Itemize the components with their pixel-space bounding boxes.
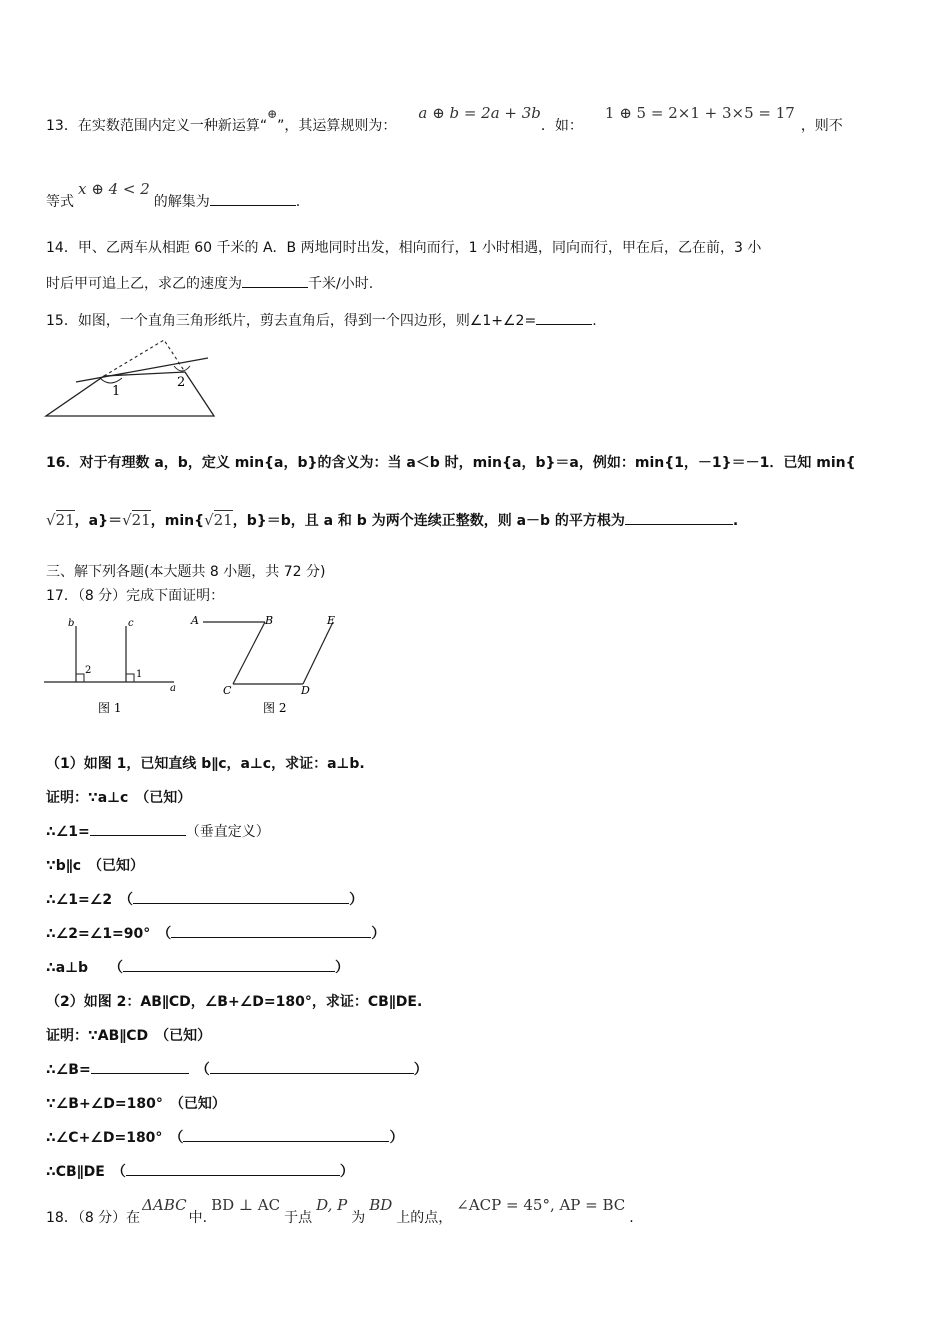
label-E: E xyxy=(327,614,336,627)
q13-line2: 等式x ⊕ 4 < 2的解集为 . xyxy=(46,180,301,210)
sqrt-21: √21 xyxy=(46,511,75,529)
sqrt-21: √21 xyxy=(122,511,151,529)
answer-blank[interactable] xyxy=(133,891,349,904)
q17-p1-step5: ∴∠2=∠1=90° （ ） xyxy=(46,926,386,942)
triangle-abc: ΔABC xyxy=(142,1196,187,1214)
section-title: 三、解下列各题(本大题共 8 小题，共 72 分) xyxy=(46,564,326,580)
segment-bd: BD xyxy=(369,1196,393,1214)
answer-blank[interactable] xyxy=(126,1163,340,1176)
q17-p2-step2: ∴∠B= （ ） xyxy=(46,1062,428,1078)
label-C: C xyxy=(223,684,232,697)
q14-line2: 时后甲可追上乙，求乙的速度为 千米/小时. xyxy=(46,276,374,292)
q16-line1: 16．对于有理数 a，b，定义 min{a，b}的含义为：当 a＜b 时，min{a，b}＝a，例如：min{1，－1}＝－1．已知 min{ xyxy=(46,455,856,471)
answer-blank[interactable] xyxy=(242,275,308,288)
oplus-symbol: ⊕ xyxy=(267,107,278,121)
q17-p2-step4: ∴∠C+∠D=180° （ ） xyxy=(46,1130,404,1146)
answer-blank[interactable] xyxy=(183,1129,389,1142)
q17-part1-title: （1）如图 1，已知直线 b∥c，a⊥c，求证：a⊥b. xyxy=(46,756,365,772)
cut-line xyxy=(76,358,208,382)
q17-p1-step1: 证明：∵a⊥c （已知） xyxy=(46,790,192,806)
q17-p2-step1: 证明：∵AB∥CD （已知） xyxy=(46,1028,212,1044)
label-c: c xyxy=(128,618,134,629)
angle-condition: ∠ACP = 45°, AP = BC xyxy=(456,1196,626,1214)
answer-blank[interactable] xyxy=(536,312,592,325)
label-D: D xyxy=(301,684,310,697)
bd-perp-ac: BD ⊥ AC xyxy=(211,1196,281,1214)
q17-p2-step5: ∴CB∥DE （ ） xyxy=(46,1164,354,1180)
angle-label-2: 2 xyxy=(177,375,186,390)
label-a: a xyxy=(170,683,176,694)
answer-blank[interactable] xyxy=(171,925,371,938)
operation-rule: a ⊕ b = 2a + 3b xyxy=(418,104,541,122)
segment-BC xyxy=(233,622,265,684)
label-b: b xyxy=(68,618,75,629)
right-angle-mark-b xyxy=(76,674,84,682)
label-A: A xyxy=(191,614,199,627)
answer-blank[interactable] xyxy=(123,959,335,972)
right-angle-mark-c xyxy=(126,674,134,682)
q17-p2-step3: ∵∠B+∠D=180° （已知） xyxy=(46,1096,226,1112)
inequality: x ⊕ 4 < 2 xyxy=(78,180,150,198)
q17-p1-step4: ∴∠1=∠2 （ ） xyxy=(46,892,364,908)
answer-blank[interactable] xyxy=(210,193,296,206)
answer-blank[interactable] xyxy=(91,1061,189,1074)
triangle-body xyxy=(46,372,214,416)
q17-p1-step3: ∵b∥c （已知） xyxy=(46,858,145,874)
q15-figure xyxy=(40,332,230,424)
q17-part2-title: （2）如图 2：AB∥CD，∠B+∠D=180°，求证：CB∥DE. xyxy=(46,994,423,1010)
q17-p1-step2: ∴∠1= （垂直定义） xyxy=(46,824,270,840)
q17-p1-step6: ∴a⊥b （ ） xyxy=(46,960,350,976)
q16-line2: √21，a}＝√21，min{√21，b}＝b，且 a 和 b 为两个连续正整数，则 a－b 的平方根为 . xyxy=(46,511,739,529)
label-2: 2 xyxy=(85,665,92,676)
sqrt-21: √21 xyxy=(204,511,233,529)
points-d-p: D, P xyxy=(316,1196,348,1214)
q15-line: 15．如图，一个直角三角形纸片，剪去直角后，得到一个四边形，则∠1+∠2= . xyxy=(46,313,597,329)
q17-figure-1 xyxy=(40,612,185,720)
answer-blank[interactable] xyxy=(625,512,733,525)
fig1-caption: 图 1 xyxy=(98,701,122,715)
segment-DE xyxy=(303,622,333,684)
q17-figure-2 xyxy=(185,612,350,720)
label-1: 1 xyxy=(136,669,143,680)
answer-blank[interactable] xyxy=(210,1061,414,1074)
q14-line1: 14．甲、乙两车从相距 60 千米的 A．B 两地同时出发，相向而行，1 小时相遇，同向而行，甲在后，乙在前，3 小 xyxy=(46,240,762,256)
removed-corner xyxy=(104,340,185,376)
angle-arc-1 xyxy=(100,378,122,383)
q17-header: 17．（8 分）完成下面证明： xyxy=(46,588,225,604)
angle-label-1: 1 xyxy=(112,384,121,399)
operation-example: 1 ⊕ 5 = 2×1 + 3×5 = 17 xyxy=(604,104,795,122)
fig2-caption: 图 2 xyxy=(263,701,287,715)
q18-line: 18．（8 分）在ΔABC中.BD ⊥ AC于点D, P为BD上的点，∠ACP = 45°, AP = BC. xyxy=(46,1196,634,1226)
answer-blank[interactable] xyxy=(90,823,186,836)
q13-line1: 13．在实数范围内定义一种新运算“⊕”，其运算规则为：a ⊕ b = 2a + 3b．如：1 ⊕ 5 = 2×1 + 3×5 = 17，则不 xyxy=(46,104,843,134)
label-B: B xyxy=(265,614,274,627)
